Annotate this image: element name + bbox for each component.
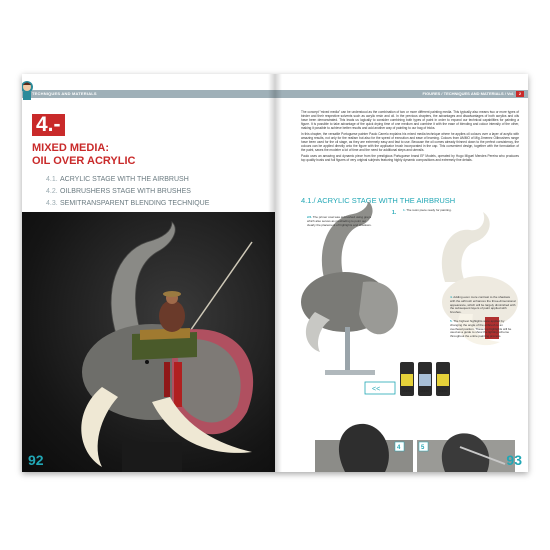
- toc-item: [46, 174, 209, 186]
- subsection-heading: 4.1./ ACRYLIC STAGE WITH THE AIRBRUSH: [301, 196, 456, 205]
- elephant-bust-photo: [22, 212, 275, 472]
- right-page: [275, 74, 528, 472]
- step5-number: 5: [421, 445, 425, 451]
- paragraph: Paulo uses an amazing and dynamic piece from the prestigious Portuguese brand EF Models, operated by Hugo Miguel Mendes Pereira who produces top quality busts and full figures of very original subjects featuring highly dynamic compositions and extremely fine details.: [301, 154, 519, 162]
- bottle-brand: AMMO: [438, 389, 448, 393]
- caption-number: 4.: [450, 295, 453, 299]
- paint-bottles: [400, 362, 450, 396]
- chapter-title: [32, 142, 136, 168]
- bottle-brand: AMMO: [420, 389, 430, 393]
- left-header-text: TECHNIQUES AND MATERIALS: [32, 91, 97, 96]
- caption-1: [403, 209, 503, 213]
- arrow-icons: [365, 382, 395, 394]
- caption-text: The primer coat was airbrushed using greys which also serves as preshading to point out clearly the placement of highlights and shadows.: [307, 215, 372, 227]
- paragraph: The concept "mixed media" can be understood as the combination of two or more different painting media. This typically also means two or more types of binder and their respective solvents such as acrylic resin and oil. In the previous chapters, the advantages and disadvantages of both acrylics and oils have been demonstrated. This leads us logically to consider combining both types of paint in order to expand our technical capabilities for painting a figure. It is possible to take advantage of the quick drying time of one medium and combine it with the ease of blending and colour intensity of the other, making it possible to achieve better results and add another way of painting to our bag of tricks.: [301, 110, 519, 130]
- svg-text:<<: <<: [372, 386, 381, 393]
- spine-gutter: [268, 74, 282, 472]
- right-header-text: FIGURES / TECHNIQUES AND MATERIALS / Vol.: [422, 91, 514, 96]
- caption-4: [450, 296, 516, 315]
- toc-item: [46, 198, 209, 210]
- article-body: [301, 110, 519, 164]
- caption-text: The highest highlights were applied by changing the angle of the airbrush to an overhead position. These top highlights will be used as a guide to show the lighting scheme throughout the entire painting process.: [450, 319, 512, 339]
- toc-number: 4.1.: [46, 176, 58, 183]
- mascot-icon: [22, 80, 34, 100]
- step4-photo: [315, 424, 413, 472]
- step2-photo: [301, 202, 398, 375]
- bottle-brand: AMMO: [402, 389, 412, 393]
- chapter-number: 4.-: [32, 114, 65, 136]
- toc-item: [46, 186, 209, 198]
- magazine-spread: [22, 74, 528, 472]
- toc-text: SEMITRANSPARENT BLENDING TECHNIQUE: [60, 200, 210, 207]
- toc-number: 4.3.: [46, 200, 58, 207]
- toc-text: OILBRUSHERS STAGE WITH BRUSHES: [60, 188, 191, 195]
- step4-number: 4: [397, 445, 401, 451]
- right-page-number: 93: [506, 452, 522, 468]
- step5-photo: [417, 433, 515, 472]
- caption-number: 2/3.: [307, 215, 313, 219]
- volume-badge: 2: [516, 91, 524, 97]
- left-page: [22, 74, 275, 472]
- caption-2-3: [307, 216, 375, 227]
- step1-number-label: 1.: [392, 210, 397, 216]
- chapter-title-line2: OIL OVER ACRYLIC: [32, 155, 136, 167]
- toc-number: 4.2.: [46, 188, 58, 195]
- caption-text: Adding even more contrast to the shadows with the airbrush enhances the three-dimensional appearance, which will be largely diminished with the subsequent layers of paint applied with brushes.: [450, 295, 516, 315]
- toc-text: ACRYLIC STAGE WITH THE AIRBRUSH: [60, 176, 189, 183]
- caption-text: The resin piece ready for painting.: [406, 208, 452, 212]
- paragraph: In this chapter, the versatile Portuguese painter Paulo Carrelo explains his mixed media technique where he applies oil colours over a layer of acrylic with amazing results, not only for the realism but also for the speed of execution and ease of learning. Colours from AMMO of Mig Jimenez Oilbrushers range have been used for the oil stage, as they are extremely easy and fast to use. Because the oil comes already thinned down to the perfect consistency, the colours can be applied directly onto the figure with the applicator brush incorporated in the cap. This convenient design, together with the formulation of the paint, saves the modeler a lot of time and the need for additional steps and utensils.: [301, 132, 519, 152]
- caption-number: 1.: [403, 208, 406, 212]
- table-of-contents: [46, 174, 209, 210]
- caption-number: 5.: [450, 319, 453, 323]
- left-page-number: 92: [28, 452, 44, 468]
- elephant-illustration: [22, 212, 275, 472]
- caption-5: [450, 320, 516, 339]
- chapter-title-line1: MIXED MEDIA:: [32, 142, 109, 154]
